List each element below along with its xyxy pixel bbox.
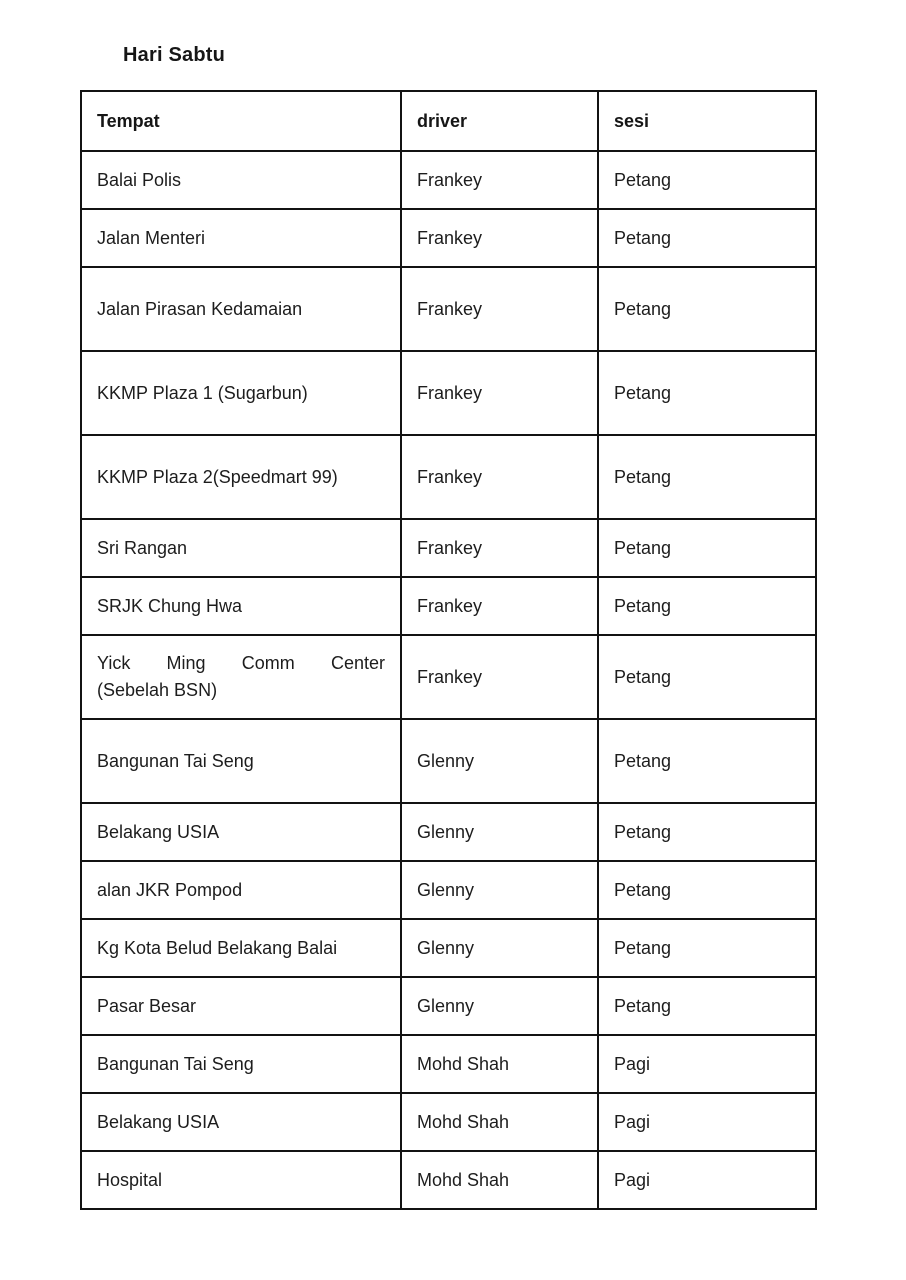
table-row: [81, 977, 816, 1035]
table-row: [81, 861, 816, 919]
cell-driver: Glenny: [401, 719, 598, 803]
table-row: [81, 803, 816, 861]
cell-driver: Glenny: [401, 977, 598, 1035]
table-row: [81, 151, 816, 209]
table-row: [81, 1035, 816, 1093]
cell-driver: Frankey: [401, 267, 598, 351]
cell-tempat: KKMP Plaza 2(Speedmart 99): [81, 435, 401, 519]
cell-driver: Frankey: [401, 635, 598, 719]
cell-sesi: Petang: [598, 209, 816, 267]
cell-sesi: Petang: [598, 977, 816, 1035]
cell-tempat: Hospital: [81, 1151, 401, 1209]
table-header-row: [81, 91, 816, 151]
cell-driver: Frankey: [401, 577, 598, 635]
cell-tempat: Jalan Pirasan Kedamaian: [81, 267, 401, 351]
cell-driver: Glenny: [401, 919, 598, 977]
schedule-table: [80, 90, 817, 1210]
cell-driver: Frankey: [401, 519, 598, 577]
header-driver: driver: [401, 91, 598, 151]
table-row: [81, 1151, 816, 1209]
cell-tempat: [81, 635, 401, 719]
cell-driver: Mohd Shah: [401, 1093, 598, 1151]
cell-sesi: Petang: [598, 919, 816, 977]
cell-tempat: Pasar Besar: [81, 977, 401, 1035]
table-row: [81, 919, 816, 977]
cell-tempat: Bangunan Tai Seng: [81, 719, 401, 803]
cell-tempat: Belakang USIA: [81, 803, 401, 861]
cell-tempat: Sri Rangan: [81, 519, 401, 577]
cell-driver: Frankey: [401, 209, 598, 267]
table-row: [81, 209, 816, 267]
table-row: [81, 635, 816, 719]
cell-sesi: Petang: [598, 351, 816, 435]
cell-sesi: Pagi: [598, 1035, 816, 1093]
table-row: [81, 351, 816, 435]
cell-sesi: Petang: [598, 635, 816, 719]
cell-tempat-line2: (Sebelah BSN): [97, 680, 218, 700]
cell-tempat-line1: Yick Ming Comm Center: [97, 653, 385, 673]
table-row: [81, 577, 816, 635]
cell-sesi: Pagi: [598, 1151, 816, 1209]
cell-sesi: Petang: [598, 719, 816, 803]
cell-sesi: Petang: [598, 519, 816, 577]
cell-driver: Mohd Shah: [401, 1151, 598, 1209]
cell-sesi: Pagi: [598, 1093, 816, 1151]
cell-driver: Frankey: [401, 351, 598, 435]
cell-tempat: Jalan Menteri: [81, 209, 401, 267]
cell-sesi: Petang: [598, 435, 816, 519]
cell-tempat: Bangunan Tai Seng: [81, 1035, 401, 1093]
table-row: [81, 519, 816, 577]
table-row: [81, 1093, 816, 1151]
header-sesi: sesi: [598, 91, 816, 151]
cell-driver: Frankey: [401, 435, 598, 519]
cell-sesi: Petang: [598, 577, 816, 635]
cell-tempat: alan JKR Pompod: [81, 861, 401, 919]
cell-tempat: Balai Polis: [81, 151, 401, 209]
page-title: Hari Sabtu: [123, 44, 226, 66]
cell-tempat: KKMP Plaza 1 (Sugarbun): [81, 351, 401, 435]
cell-tempat: Kg Kota Belud Belakang Balai: [81, 919, 401, 977]
cell-driver: Mohd Shah: [401, 1035, 598, 1093]
cell-sesi: Petang: [598, 803, 816, 861]
table-row: [81, 719, 816, 803]
table-row: [81, 267, 816, 351]
cell-sesi: Petang: [598, 267, 816, 351]
cell-sesi: Petang: [598, 861, 816, 919]
table-row: [81, 435, 816, 519]
cell-tempat: SRJK Chung Hwa: [81, 577, 401, 635]
cell-sesi: Petang: [598, 151, 816, 209]
cell-driver: Frankey: [401, 151, 598, 209]
cell-tempat: Belakang USIA: [81, 1093, 401, 1151]
cell-driver: Glenny: [401, 803, 598, 861]
header-tempat: Tempat: [81, 91, 401, 151]
cell-driver: Glenny: [401, 861, 598, 919]
